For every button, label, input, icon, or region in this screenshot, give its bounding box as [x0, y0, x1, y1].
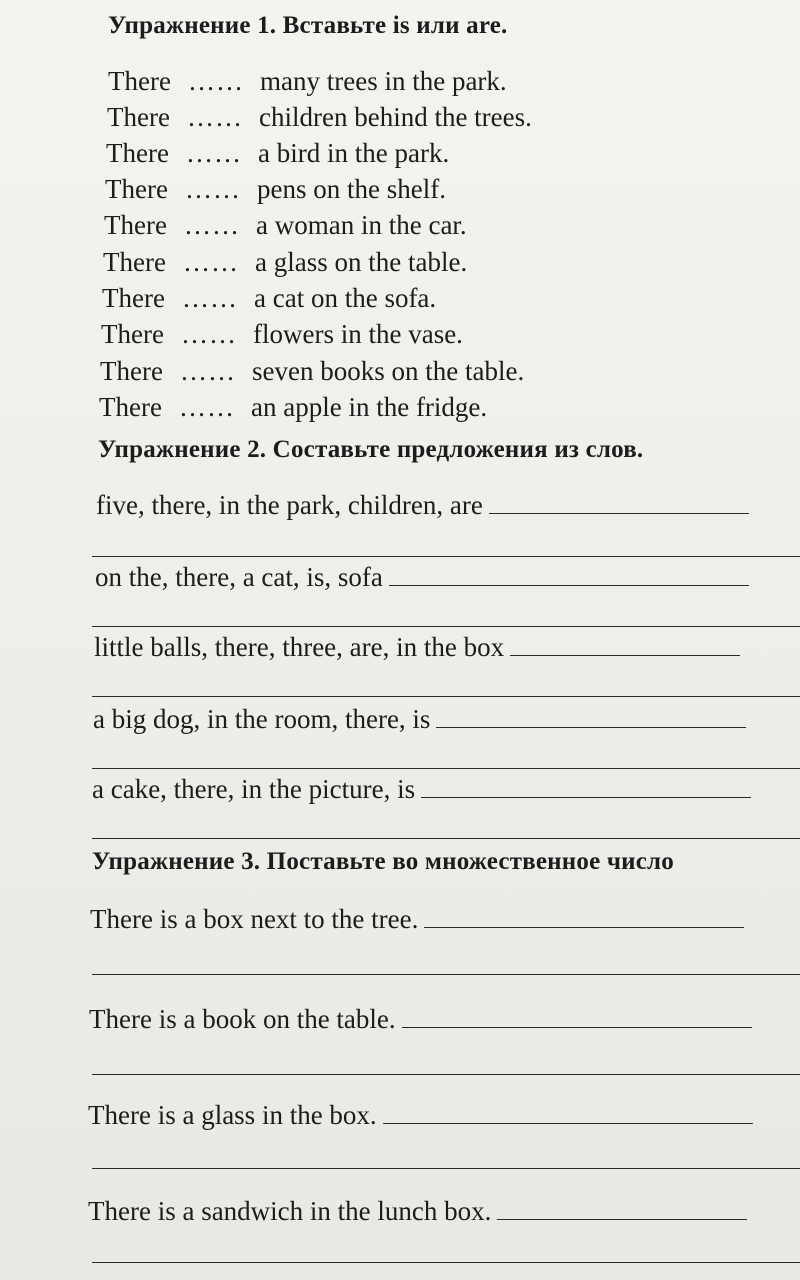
ex3-item-3	[88, 1100, 753, 1131]
ex1-sentence-9	[100, 356, 524, 387]
sentence-gap: ……	[188, 66, 244, 96]
answer-blank[interactable]	[383, 1103, 753, 1124]
answer-blank[interactable]	[389, 565, 749, 586]
sentence-rest: a glass on the table.	[255, 247, 468, 277]
answer-line[interactable]	[92, 974, 800, 975]
answer-blank[interactable]	[436, 707, 746, 728]
ex2-item-3	[94, 632, 740, 663]
sentence-start: There	[100, 356, 163, 386]
answer-line[interactable]	[92, 768, 800, 769]
ex1-sentence-4	[105, 174, 446, 205]
sentence-gap: ……	[185, 174, 241, 204]
ex1-sentence-7	[102, 283, 436, 314]
sentence-gap: ……	[186, 138, 242, 168]
sentence-rest: an apple in the fridge.	[251, 392, 488, 422]
sentence-gap: ……	[180, 356, 236, 386]
answer-line[interactable]	[92, 1074, 800, 1075]
ex2-item-5	[92, 774, 751, 805]
answer-line[interactable]	[92, 1168, 800, 1169]
ex1-sentence-5	[104, 210, 467, 241]
word-list: a cake, there, in the picture, is	[92, 774, 416, 804]
sentence-start: There	[104, 210, 167, 240]
sentence-start: There	[107, 102, 170, 132]
sentence-gap: ……	[184, 210, 240, 240]
exercise3-heading: Упражнение 3. Поставьте во множественное число	[92, 848, 674, 875]
ex3-item-2	[89, 1004, 752, 1035]
answer-line[interactable]	[92, 696, 800, 697]
sentence-start: There	[108, 66, 171, 96]
sentence-text: There is a sandwich in the lunch box.	[88, 1196, 492, 1226]
ex3-item-1	[90, 904, 744, 935]
answer-blank[interactable]	[421, 777, 751, 798]
word-list: five, there, in the park, children, are	[96, 490, 483, 520]
sentence-rest: flowers in the vase.	[253, 319, 463, 349]
sentence-start: There	[103, 247, 166, 277]
sentence-rest: seven books on the table.	[252, 356, 525, 386]
exercise2-heading: Упражнение 2. Составьте предложения из слов.	[98, 436, 644, 463]
answer-line[interactable]	[92, 626, 800, 627]
sentence-rest: many trees in the park.	[260, 66, 507, 96]
ex1-sentence-1	[108, 66, 507, 97]
answer-blank[interactable]	[424, 907, 744, 928]
sentence-text: There is a book on the table.	[89, 1004, 396, 1034]
sentence-gap: ……	[187, 102, 243, 132]
answer-line[interactable]	[92, 1262, 800, 1263]
answer-blank[interactable]	[402, 1007, 752, 1028]
sentence-gap: ……	[183, 247, 239, 277]
sentence-start: There	[105, 174, 168, 204]
sentence-start: There	[101, 319, 164, 349]
word-list: on the, there, a cat, is, sofa	[95, 562, 383, 592]
sentence-start: There	[99, 392, 162, 422]
sentence-rest: pens on the shelf.	[257, 174, 446, 204]
ex1-sentence-10	[99, 392, 487, 423]
sentence-text: There is a glass in the box.	[88, 1100, 377, 1130]
sentence-rest: a bird in the park.	[258, 138, 450, 168]
sentence-rest: a woman in the car.	[256, 210, 467, 240]
ex2-item-2	[95, 562, 749, 593]
sentence-gap: ……	[182, 283, 238, 313]
ex1-sentence-8	[101, 319, 463, 350]
answer-line[interactable]	[92, 838, 800, 839]
ex3-item-4	[88, 1196, 747, 1227]
sentence-start: There	[106, 138, 169, 168]
answer-blank[interactable]	[510, 635, 740, 656]
sentence-gap: ……	[181, 319, 237, 349]
answer-line[interactable]	[92, 556, 800, 557]
sentence-rest: children behind the trees.	[259, 102, 532, 132]
word-list: a big dog, in the room, there, is	[93, 704, 431, 734]
sentence-gap: ……	[179, 392, 235, 422]
ex1-sentence-2	[107, 102, 532, 133]
word-list: little balls, there, three, are, in the box	[94, 632, 505, 662]
sentence-rest: a cat on the sofa.	[254, 283, 437, 313]
ex2-item-4	[93, 704, 746, 735]
ex1-sentence-3	[106, 138, 449, 169]
sentence-start: There	[102, 283, 165, 313]
answer-blank[interactable]	[497, 1199, 747, 1220]
exercise1-heading: Упражнение 1. Вставьте is или are.	[108, 12, 508, 39]
ex1-sentence-6	[103, 247, 467, 278]
sentence-text: There is a box next to the tree.	[90, 904, 419, 934]
answer-blank[interactable]	[489, 493, 749, 514]
ex2-item-1	[96, 490, 749, 521]
